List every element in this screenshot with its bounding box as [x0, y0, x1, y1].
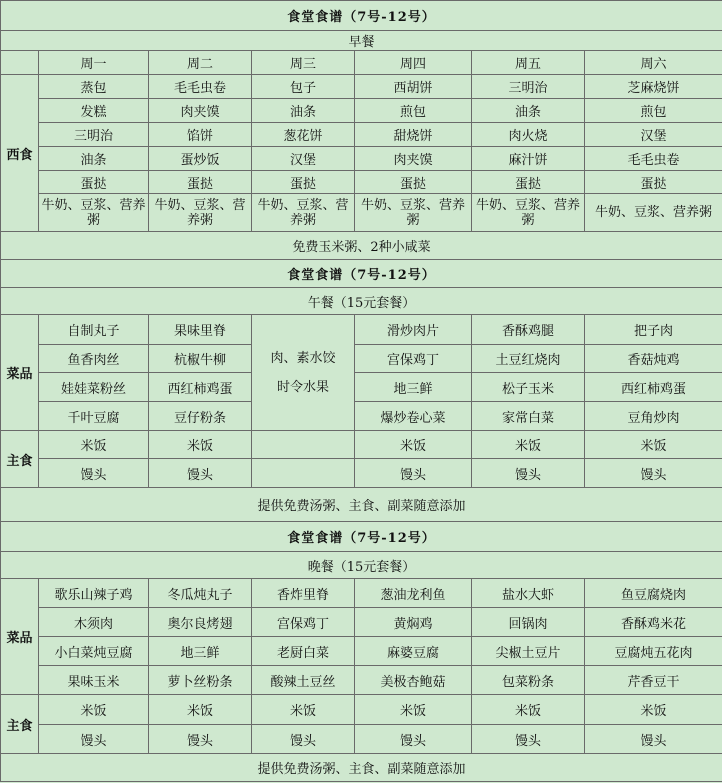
menu-cell: 麻汁饼: [472, 147, 585, 171]
dinner-meal-label: 晚餐（15元套餐）: [1, 552, 722, 579]
lunch-title: 食堂食谱（7号-12号）: [1, 260, 722, 288]
menu-cell: 米饭: [149, 695, 252, 725]
menu-cell: 牛奶、豆浆、营养粥: [472, 194, 585, 232]
menu-cell: 奥尔良烤翅: [149, 608, 252, 637]
breakfast-table: [0, 0, 722, 260]
menu-cell: 油条: [39, 147, 149, 171]
menu-cell: 冬瓜炖丸子: [149, 579, 252, 608]
menu-cell: 小白菜炖豆腐: [39, 637, 149, 666]
menu-cell: 果味玉米: [39, 666, 149, 695]
lunch-table: [0, 259, 722, 522]
menu-cell: 蛋挞: [585, 171, 722, 194]
menu-cell: 煎包: [585, 99, 722, 123]
menu-cell: 西红柿鸡蛋: [149, 373, 252, 402]
menu-cell: 米饭: [39, 431, 149, 459]
menu-cell: 蒸包: [39, 75, 149, 99]
menu-cell: 鱼香肉丝: [39, 345, 149, 373]
menu-cell: 米饭: [472, 695, 585, 725]
menu-cell: 蛋挞: [252, 171, 355, 194]
dinner-category-staple: 主食: [1, 695, 39, 754]
dinner-note: 提供免费汤粥、主食、副菜随意添加: [1, 754, 722, 782]
menu-cell: 酸辣土豆丝: [252, 666, 355, 695]
menu-cell: 馒头: [355, 459, 472, 488]
dinner-category-dishes: 菜品: [1, 579, 39, 695]
menu-cell: 芹香豆干: [585, 666, 722, 695]
lunch-meal-label: 午餐（15元套餐）: [1, 288, 722, 315]
menu-cell: 滑炒肉片: [355, 315, 472, 345]
menu-cell: 甜烧饼: [355, 123, 472, 147]
menu-cell: 宫保鸡丁: [355, 345, 472, 373]
day-header: 周四: [355, 51, 472, 75]
lunch-note: 提供免费汤粥、主食、副菜随意添加: [1, 488, 722, 522]
lunch-category-staple: 主食: [1, 431, 39, 488]
menu-cell: 米饭: [149, 431, 252, 459]
menu-cell: 肉夹馍: [149, 99, 252, 123]
menu-cell: 汉堡: [585, 123, 722, 147]
menu-cell: 煎包: [355, 99, 472, 123]
menu-cell: 香菇炖鸡: [585, 345, 722, 373]
menu-cell: 鱼豆腐烧肉: [585, 579, 722, 608]
menu-cell: 豆腐炖五花肉: [585, 637, 722, 666]
menu-cell: 木须肉: [39, 608, 149, 637]
menu-cell: 芝麻烧饼: [585, 75, 722, 99]
menu-cell: 香炸里脊: [252, 579, 355, 608]
menu-cell: 馒头: [39, 725, 149, 754]
menu-cell: 米饭: [355, 695, 472, 725]
menu-cell: 汉堡: [252, 147, 355, 171]
menu-cell: 馒头: [355, 725, 472, 754]
menu-cell: 米饭: [355, 431, 472, 459]
menu-cell: 牛奶、豆浆、营养粥: [39, 194, 149, 232]
empty-cell: [252, 459, 355, 488]
menu-cell: 豆仔粉条: [149, 402, 252, 431]
menu-cell: 米饭: [252, 695, 355, 725]
menu-cell: 歌乐山辣子鸡: [39, 579, 149, 608]
menu-cell: 美极杏鲍菇: [355, 666, 472, 695]
menu-cell: 回锅肉: [472, 608, 585, 637]
menu-cell: 豆角炒肉: [585, 402, 722, 431]
day-header: 周一: [39, 51, 149, 75]
menu-cell: 蛋挞: [472, 171, 585, 194]
menu-cell: 蛋挞: [355, 171, 472, 194]
menu-cell: 馒头: [149, 459, 252, 488]
day-header: 周五: [472, 51, 585, 75]
menu-cell: 馒头: [585, 725, 722, 754]
menu-cell: 牛奶、豆浆、营养粥: [149, 194, 252, 232]
menu-cell: 千叶豆腐: [39, 402, 149, 431]
menu-cell: 宫保鸡丁: [252, 608, 355, 637]
menu-cell: 肉夹馍: [355, 147, 472, 171]
day-header: 周六: [585, 51, 722, 75]
menu-cell: 馒头: [472, 725, 585, 754]
breakfast-meal-label: 早餐: [1, 31, 722, 51]
menu-cell: 香酥鸡腿: [472, 315, 585, 345]
wednesday-lunch-cell: [252, 315, 355, 431]
menu-cell: 毛毛虫卷: [585, 147, 722, 171]
menu-cell: 包子: [252, 75, 355, 99]
menu-cell: 牛奶、豆浆、营养粥: [585, 194, 722, 232]
lunch-category-dishes: 菜品: [1, 315, 39, 431]
menu-cell: 馒头: [585, 459, 722, 488]
menu-cell: 三明治: [472, 75, 585, 99]
menu-cell: 盐水大虾: [472, 579, 585, 608]
menu-cell: 油条: [252, 99, 355, 123]
menu-cell: 肉、素水饺: [270, 350, 336, 366]
menu-cell: 馒头: [39, 459, 149, 488]
menu-cell: 土豆红烧肉: [472, 345, 585, 373]
menu-cell: 馒头: [149, 725, 252, 754]
menu-cell: 牛奶、豆浆、营养粥: [355, 194, 472, 232]
menu-cell: 杭椒牛柳: [149, 345, 252, 373]
breakfast-category: 西食: [1, 75, 39, 232]
menu-cell: 油条: [472, 99, 585, 123]
menu-cell: 地三鲜: [149, 637, 252, 666]
menu-cell: 蛋挞: [149, 171, 252, 194]
breakfast-title: 食堂食谱（7号-12号）: [1, 1, 722, 31]
menu-cell: 把子肉: [585, 315, 722, 345]
menu-cell: 西红柿鸡蛋: [585, 373, 722, 402]
menu-cell: 娃娃菜粉丝: [39, 373, 149, 402]
corner-cell: [1, 51, 39, 75]
menu-cell: 自制丸子: [39, 315, 149, 345]
menu-cell: 牛奶、豆浆、营养粥: [252, 194, 355, 232]
menu-cell: 肉火烧: [472, 123, 585, 147]
menu-cell: 毛毛虫卷: [149, 75, 252, 99]
menu-cell: 三明治: [39, 123, 149, 147]
menu-cell: 馅饼: [149, 123, 252, 147]
menu-cell: 麻婆豆腐: [355, 637, 472, 666]
dinner-table: [0, 521, 722, 782]
menu-cell: 地三鲜: [355, 373, 472, 402]
menu-cell: 蛋挞: [39, 171, 149, 194]
menu-cell: 包菜粉条: [472, 666, 585, 695]
menu-cell: 香酥鸡米花: [585, 608, 722, 637]
menu-cell: 米饭: [472, 431, 585, 459]
empty-cell: [252, 431, 355, 459]
menu-cell: 米饭: [39, 695, 149, 725]
day-header: 周三: [252, 51, 355, 75]
menu-cell: 时令水果: [276, 379, 329, 395]
day-header: 周二: [149, 51, 252, 75]
menu-cell: 果味里脊: [149, 315, 252, 345]
menu-cell: 西胡饼: [355, 75, 472, 99]
menu-cell: 发糕: [39, 99, 149, 123]
menu-cell: 米饭: [585, 695, 722, 725]
menu-cell: 爆炒卷心菜: [355, 402, 472, 431]
menu-cell: 米饭: [585, 431, 722, 459]
menu-cell: 尖椒土豆片: [472, 637, 585, 666]
menu-cell: 萝卜丝粉条: [149, 666, 252, 695]
menu-cell: 松子玉米: [472, 373, 585, 402]
menu-cell: 馒头: [252, 725, 355, 754]
dinner-title: 食堂食谱（7号-12号）: [1, 522, 722, 552]
menu-cell: 葱油龙利鱼: [355, 579, 472, 608]
menu-cell: 家常白菜: [472, 402, 585, 431]
menu-cell: 馒头: [472, 459, 585, 488]
breakfast-note: 免费玉米粥、2种小咸菜: [1, 232, 722, 260]
menu-cell: 蛋炒饭: [149, 147, 252, 171]
menu-cell: 老厨白菜: [252, 637, 355, 666]
menu-cell: 葱花饼: [252, 123, 355, 147]
menu-cell: 黄焖鸡: [355, 608, 472, 637]
